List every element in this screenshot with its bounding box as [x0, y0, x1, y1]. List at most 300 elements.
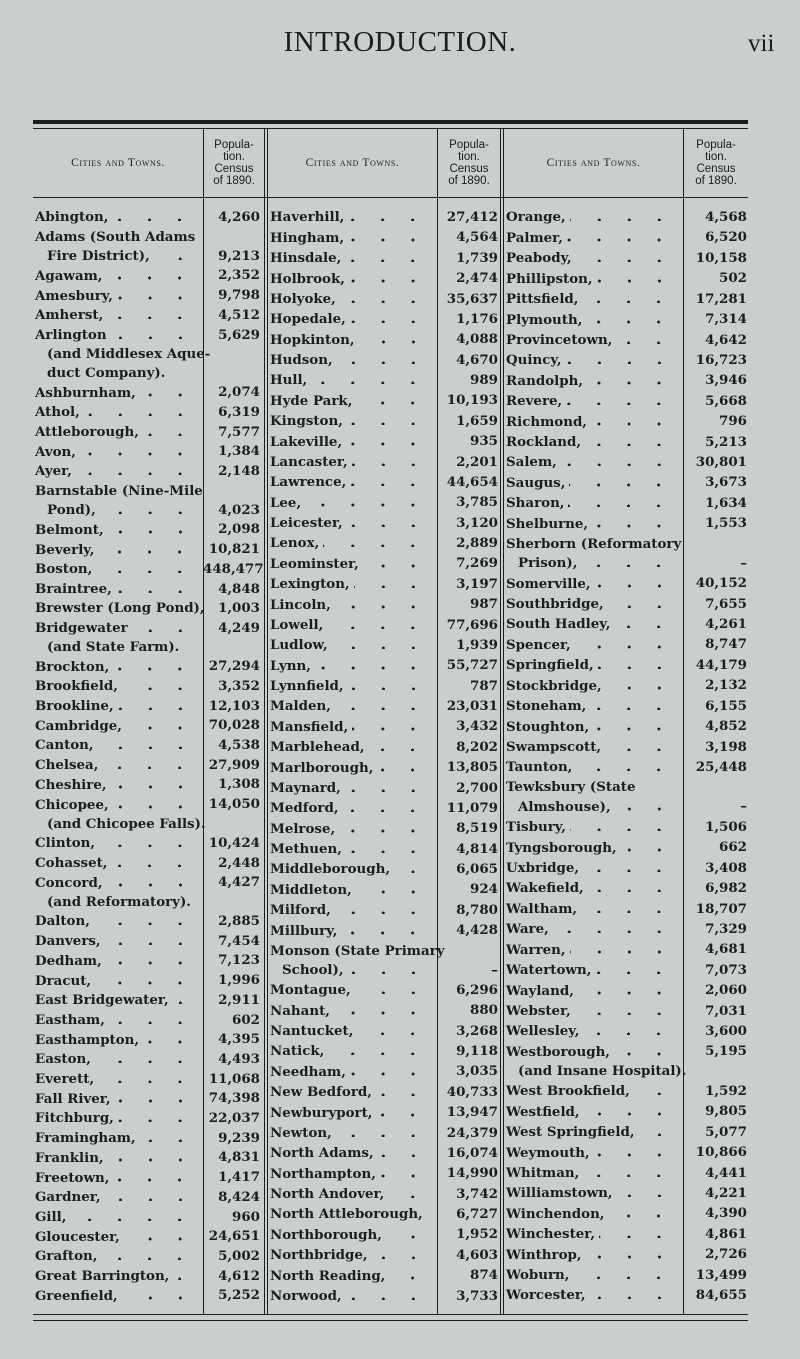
- dot-leader: [346, 840, 428, 853]
- dot-leader: [567, 228, 674, 241]
- dot-leader: [105, 1188, 195, 1201]
- population-value: 4,427: [218, 874, 260, 891]
- table-row: [35, 991, 260, 1010]
- dot-leader: [584, 1102, 674, 1115]
- dot-leader: [327, 616, 428, 629]
- table-row: [506, 1022, 747, 1041]
- population-value: 3,946: [705, 372, 747, 389]
- dot-leader: [118, 697, 195, 710]
- population-value: 11,079: [446, 799, 498, 816]
- town-name: Winchester,: [506, 1226, 596, 1243]
- town-name: Rockland,: [506, 434, 582, 451]
- table-row: [270, 1083, 498, 1102]
- dot-leader: [140, 383, 195, 396]
- dot-leader: [587, 371, 674, 384]
- dot-leader: [107, 306, 195, 319]
- population-value: 70,028: [208, 717, 260, 734]
- table-row: [35, 1030, 260, 1049]
- population-value: 30,801: [695, 454, 747, 471]
- town-name: Lynn,: [270, 657, 311, 674]
- header-population: Popula- tion. Census of 1890.: [448, 139, 490, 187]
- table-row: [35, 1129, 260, 1148]
- town-name-continued: Fire District),: [47, 248, 150, 265]
- table-row: [270, 310, 498, 329]
- population-value: 5,213: [705, 433, 747, 450]
- population-value: 4,814: [456, 840, 498, 857]
- town-name: Newburyport,: [270, 1104, 373, 1121]
- dot-leader: [608, 1204, 674, 1217]
- table-row: [270, 981, 498, 1000]
- column-divider: [264, 129, 265, 1314]
- table-row: [506, 859, 747, 878]
- population-value: 4,681: [705, 941, 747, 958]
- town-name: Marblehead,: [270, 739, 365, 756]
- dot-leader: [111, 326, 195, 339]
- table-row: [506, 676, 747, 695]
- population-value: 1,592: [705, 1082, 747, 1099]
- population-value: 4,612: [218, 1267, 260, 1284]
- dot-leader: [98, 736, 195, 749]
- table-row: [35, 326, 260, 383]
- table-row: [506, 433, 747, 452]
- population-value: 6,727: [456, 1206, 498, 1222]
- table-row: [35, 383, 260, 402]
- page-number: vii: [748, 30, 775, 57]
- population-value: 935: [470, 433, 498, 450]
- table-row: [270, 1042, 498, 1061]
- town-name: Northampton,: [270, 1165, 376, 1182]
- table-row: [270, 738, 498, 757]
- table-row: [270, 1246, 498, 1265]
- dot-leader: [80, 442, 195, 455]
- town-name: Dalton,: [35, 913, 90, 930]
- town-name: Maynard,: [270, 779, 341, 796]
- town-name: Lenox,: [270, 535, 320, 552]
- population-value: 14,990: [446, 1165, 498, 1182]
- town-name: Amesbury,: [35, 287, 113, 304]
- table-row: [506, 310, 747, 329]
- table-row: [270, 840, 498, 859]
- dot-leader: [328, 1042, 428, 1055]
- population-value: 22,037: [208, 1110, 260, 1127]
- dot-leader: [386, 1225, 428, 1238]
- town-name: Wayland,: [506, 982, 574, 999]
- town-name: Holbrook,: [270, 270, 345, 287]
- table-row: [506, 900, 747, 919]
- population-value: 7,655: [705, 595, 747, 612]
- population-value: 7,073: [705, 961, 747, 978]
- table-row: [270, 1185, 498, 1204]
- dot-leader: [605, 738, 674, 751]
- town-name: Easton,: [35, 1051, 91, 1068]
- population-value: 4,538: [218, 737, 260, 754]
- dot-leader: [570, 208, 674, 221]
- town-name: Milford,: [270, 902, 331, 919]
- table-row: [270, 921, 498, 940]
- table-row: [270, 453, 498, 472]
- dot-leader: [94, 912, 195, 925]
- table-row: [35, 580, 260, 599]
- town-name-continued: Almshouse),: [518, 798, 611, 815]
- dot-leader: [349, 269, 428, 282]
- population-value: 502: [719, 270, 747, 287]
- town-name: Braintree,: [35, 580, 112, 597]
- population-value: 5,668: [705, 392, 747, 409]
- header-cities-and-towns: Cities and Towns.: [71, 157, 165, 169]
- population-value: 35,637: [446, 290, 498, 307]
- population-value: 10,866: [695, 1144, 747, 1161]
- town-name: Cohasset,: [35, 854, 108, 871]
- table-row: [35, 1050, 260, 1069]
- population-value: 4,395: [218, 1031, 260, 1048]
- header-cities-and-towns: Cities and Towns.: [546, 157, 641, 169]
- town-name: Methuen,: [270, 841, 342, 858]
- dot-leader: [582, 290, 674, 303]
- population-value: 24,651: [208, 1228, 260, 1245]
- dot-leader: [342, 799, 428, 812]
- table-row: [506, 269, 747, 288]
- dot-leader: [315, 656, 428, 669]
- dot-leader: [109, 1011, 195, 1024]
- population-value: 10,821: [208, 541, 260, 558]
- dot-leader: [346, 1287, 428, 1300]
- population-value: 787: [470, 677, 498, 694]
- table-row: [506, 920, 747, 939]
- table-row: [35, 403, 260, 422]
- town-name: Lexington,: [270, 576, 350, 593]
- population-value: 3,408: [705, 859, 747, 876]
- population-value: 880: [470, 1002, 498, 1019]
- dot-leader: [348, 961, 428, 974]
- population-value: 2,060: [705, 982, 747, 999]
- dot-leader: [115, 1089, 195, 1102]
- table-row: [270, 391, 498, 410]
- town-name-continued: (and Insane Hospital).: [518, 1062, 687, 1079]
- table-row: [35, 1148, 260, 1167]
- population-value: 1,634: [705, 494, 747, 511]
- town-name: Spencer,: [506, 636, 571, 653]
- bottom-rule-thin: [33, 1320, 748, 1321]
- dot-leader: [111, 775, 195, 788]
- town-column-1: [35, 208, 264, 1306]
- population-value: 662: [719, 839, 747, 856]
- dot-leader: [335, 697, 428, 710]
- table-row: [270, 1164, 498, 1183]
- table-row: [506, 249, 747, 268]
- town-name: Agawam,: [35, 267, 103, 284]
- dot-leader: [352, 717, 428, 730]
- town-name: Lynnfield,: [270, 678, 344, 695]
- table-row: [506, 371, 747, 390]
- population-value: 4,670: [456, 351, 498, 368]
- town-name: Easthampton,: [35, 1031, 140, 1048]
- table-row: [35, 951, 260, 970]
- dot-leader: [106, 951, 195, 964]
- table-row: [270, 860, 498, 879]
- table-row: [270, 290, 498, 309]
- town-name: Belmont,: [35, 521, 104, 538]
- population-value: 11,068: [208, 1070, 260, 1087]
- dot-leader: [566, 392, 674, 405]
- table-row: [270, 575, 498, 594]
- dot-leader: [569, 473, 674, 486]
- table-row: [35, 442, 260, 461]
- dot-leader: [339, 819, 428, 832]
- town-name: Springfield,: [506, 657, 594, 674]
- dot-leader: [101, 1247, 195, 1260]
- town-name: Shelburne,: [506, 515, 589, 532]
- town-name: Haverhill,: [270, 209, 345, 226]
- town-name: Waltham,: [506, 900, 578, 917]
- town-name: Needham,: [270, 1063, 346, 1080]
- town-name: Worcester,: [506, 1287, 586, 1304]
- population-value: 4,261: [705, 616, 747, 633]
- town-name: Lee,: [270, 494, 302, 511]
- town-name: Stoughton,: [506, 718, 590, 735]
- population-value: 12,103: [208, 697, 260, 714]
- population-value: 77,696: [446, 616, 498, 633]
- population-value: 5,629: [218, 326, 260, 343]
- population-value: 7,314: [705, 311, 747, 328]
- town-name: Clinton,: [35, 835, 96, 852]
- town-name: Plymouth,: [506, 311, 583, 328]
- town-name: Amherst,: [35, 307, 104, 324]
- town-name: Chicopee,: [35, 796, 109, 813]
- table-row: [35, 834, 260, 853]
- dot-leader: [336, 1124, 428, 1137]
- dot-leader: [590, 1286, 674, 1299]
- town-name: Hyde Park,: [270, 392, 353, 409]
- population-value: –: [491, 961, 498, 978]
- table-row: [506, 717, 747, 736]
- dot-leader: [576, 249, 674, 262]
- town-name: Beverly,: [35, 541, 95, 558]
- town-name: Boston,: [35, 561, 93, 578]
- dot-leader: [566, 351, 674, 364]
- population-value: 3,673: [705, 474, 747, 491]
- table-row: [270, 534, 498, 553]
- table-row: [506, 574, 747, 593]
- population-value: 4,428: [456, 922, 498, 939]
- dot-leader: [113, 1168, 195, 1181]
- town-name: Eastham,: [35, 1011, 105, 1028]
- table-row: [270, 616, 498, 635]
- population-value: 84,655: [695, 1287, 747, 1304]
- column-divider: [503, 129, 504, 1314]
- town-name: Concord,: [35, 874, 103, 891]
- table-row: [270, 1001, 498, 1020]
- town-name: Melrose,: [270, 820, 336, 837]
- table-row: [270, 1062, 498, 1081]
- dot-leader: [96, 560, 195, 573]
- town-name: Williamstown,: [506, 1185, 613, 1202]
- table-row: [35, 756, 260, 775]
- table-row: [270, 269, 498, 288]
- table-row: [35, 677, 260, 696]
- town-name: Phillipston,: [506, 270, 593, 287]
- dot-leader: [113, 657, 195, 670]
- population-value: 5,195: [705, 1043, 747, 1060]
- town-name: Everett,: [35, 1071, 95, 1088]
- dot-leader: [599, 1225, 674, 1238]
- dot-leader: [113, 795, 195, 808]
- population-value: 9,213: [218, 247, 260, 264]
- dot-leader: [99, 834, 195, 847]
- town-name: Fitchburg,: [35, 1110, 114, 1127]
- population-value: 1,384: [218, 443, 260, 460]
- population-value: 2,201: [456, 453, 498, 470]
- dot-leader: [341, 921, 428, 934]
- town-name: Whitman,: [506, 1164, 580, 1181]
- dot-leader: [608, 595, 674, 608]
- dot-leader: [105, 932, 195, 945]
- population-value: 3,035: [456, 1063, 498, 1080]
- population-value: 3,742: [456, 1185, 498, 1202]
- town-name: Westfield,: [506, 1103, 580, 1120]
- dot-leader: [594, 1143, 674, 1156]
- dot-leader: [588, 879, 674, 892]
- population-value: 3,733: [456, 1287, 498, 1304]
- dot-leader: [118, 1109, 195, 1122]
- town-name: Winchendon,: [506, 1205, 605, 1222]
- population-value: 2,474: [456, 270, 498, 287]
- dot-leader: [616, 331, 674, 344]
- dot-leader: [334, 1001, 428, 1014]
- town-name: Tisbury,: [506, 819, 566, 836]
- population-value: 4,564: [456, 229, 498, 246]
- population-value: 2,352: [218, 267, 260, 284]
- dot-leader: [70, 1208, 195, 1221]
- town-name: Ludlow,: [270, 637, 328, 654]
- town-name: Hull,: [270, 372, 308, 389]
- dot-leader: [388, 1185, 428, 1198]
- town-name: Wakefield,: [506, 880, 584, 897]
- table-row: [270, 228, 498, 247]
- table-row: [35, 306, 260, 325]
- dot-leader: [377, 758, 428, 771]
- dot-leader: [347, 412, 428, 425]
- population-value: 3,600: [705, 1023, 747, 1040]
- dot-leader: [98, 540, 195, 553]
- town-name: Kingston,: [270, 413, 343, 430]
- town-name: Newton,: [270, 1124, 332, 1141]
- population-value: 10,158: [695, 249, 747, 266]
- town-name: Hopedale,: [270, 311, 346, 328]
- table-row: [506, 818, 747, 837]
- population-value: 7,123: [218, 952, 260, 969]
- dot-leader: [335, 901, 428, 914]
- dot-leader: [356, 391, 428, 404]
- town-name: Stoneham,: [506, 698, 587, 715]
- population-value: 7,454: [218, 932, 260, 949]
- town-name: Dracut,: [35, 972, 92, 989]
- table-row: [506, 1286, 747, 1305]
- town-name: Brookline,: [35, 698, 114, 715]
- town-name: East Bridgewater,: [35, 992, 169, 1009]
- town-name: Salem,: [506, 454, 557, 471]
- population-value: 16,723: [695, 351, 747, 368]
- population-value: 796: [719, 413, 747, 430]
- table-row: [35, 1188, 260, 1207]
- town-name: Gardner,: [35, 1189, 101, 1206]
- population-value: 40,152: [695, 575, 747, 592]
- table-row: [270, 697, 498, 716]
- town-name: Lawrence,: [270, 474, 347, 491]
- table-row: [35, 1089, 260, 1108]
- dot-leader: [598, 656, 674, 669]
- town-name-continued: duct Company).: [47, 364, 166, 381]
- population-value: 13,947: [446, 1104, 498, 1121]
- town-name-continued: (and Middlesex Aque-: [47, 345, 211, 362]
- table-row: [270, 595, 498, 614]
- town-name: Monson (State Primary: [270, 942, 445, 959]
- population-value: 3,785: [456, 494, 498, 511]
- population-value: 9,239: [218, 1129, 260, 1146]
- town-name: North Attleborough,: [270, 1206, 423, 1223]
- dot-leader: [380, 1164, 428, 1177]
- town-name: North Reading,: [270, 1267, 386, 1284]
- dot-leader: [311, 371, 428, 384]
- table-row: [506, 1184, 747, 1203]
- table-row: [270, 1266, 498, 1285]
- dot-leader: [593, 717, 674, 730]
- table-row: [270, 901, 498, 920]
- town-name-continued: (and Reformatory).: [47, 893, 191, 910]
- town-name: Sherborn (Reformatory: [506, 535, 682, 552]
- table-row: [35, 932, 260, 951]
- population-value: 10,424: [208, 834, 260, 851]
- town-name: Lancaster,: [270, 453, 348, 470]
- population-value: 17,281: [695, 290, 747, 307]
- table-row: [35, 1011, 260, 1030]
- town-name: Brookfield,: [35, 678, 118, 695]
- table-row: [35, 1227, 260, 1246]
- town-name: Lincoln,: [270, 596, 331, 613]
- table-row: [35, 560, 264, 579]
- town-name: Sharon,: [506, 495, 565, 512]
- population-value: 25,448: [695, 758, 747, 775]
- population-value: 602: [232, 1011, 260, 1028]
- table-row: [506, 331, 747, 350]
- dot-leader: [359, 330, 428, 343]
- town-name: Weymouth,: [506, 1144, 590, 1161]
- town-name: Montague,: [270, 982, 351, 999]
- dot-leader: [617, 1184, 674, 1197]
- town-name: Wellesley,: [506, 1023, 580, 1040]
- dot-leader: [122, 1286, 195, 1299]
- table-row: [35, 599, 260, 618]
- dot-leader: [95, 971, 195, 984]
- table-row: [506, 635, 747, 654]
- table-row: [506, 758, 747, 777]
- population-value: 14,050: [208, 796, 260, 813]
- population-value: 1,553: [705, 515, 747, 532]
- dot-leader: [356, 880, 428, 893]
- town-name: North Adams,: [270, 1145, 374, 1162]
- table-row: [35, 971, 260, 990]
- header-rule: [33, 197, 748, 198]
- table-row: [506, 1123, 747, 1142]
- dot-leader: [143, 1030, 195, 1043]
- dot-leader: [606, 676, 674, 689]
- dot-leader: [140, 1129, 195, 1142]
- table-row: [35, 1208, 260, 1227]
- town-name: Cheshire,: [35, 776, 107, 793]
- population-value: 2,911: [218, 991, 260, 1008]
- population-value: 7,577: [218, 423, 260, 440]
- population-value: 7,269: [456, 555, 498, 572]
- population-value: 27,294: [208, 658, 260, 675]
